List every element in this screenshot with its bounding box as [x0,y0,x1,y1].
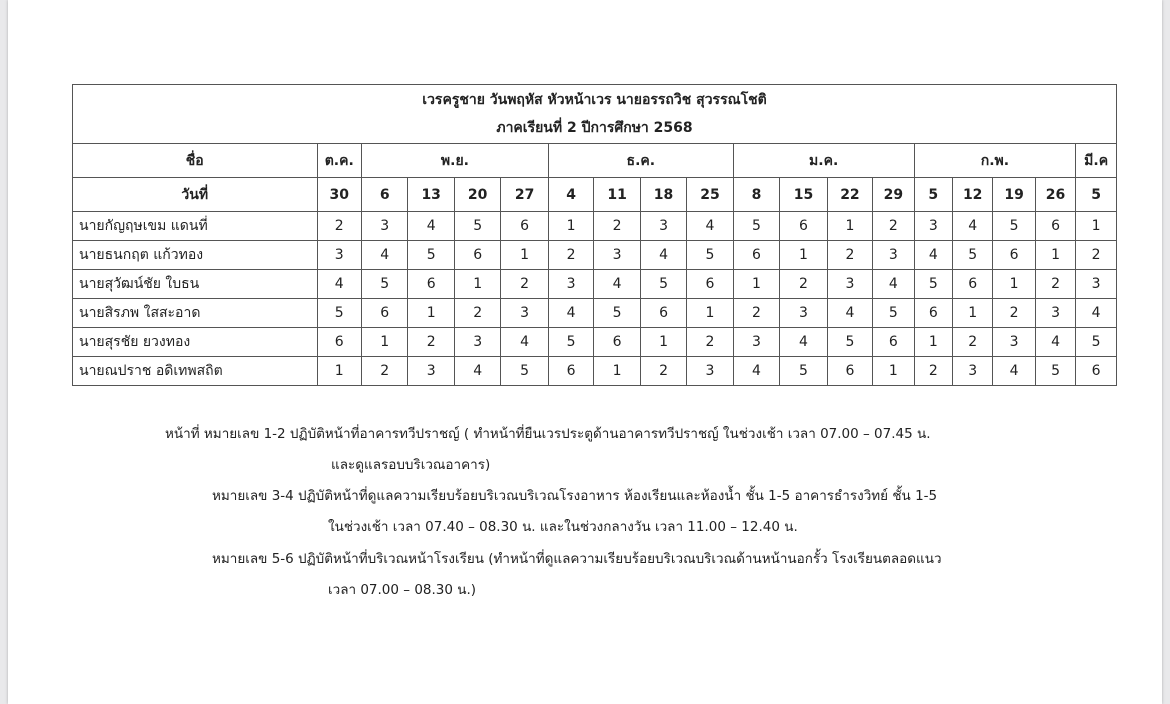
duty-number-cell: 5 [594,299,640,328]
duty-number-cell: 6 [780,212,827,241]
duty-number-cell: 5 [827,328,872,357]
teacher-name: นายธนกฤต แก้วทอง [73,241,318,270]
date-header-cell: 22 [827,178,872,212]
duty-number-cell: 1 [952,299,992,328]
month-header: ต.ค. [317,144,361,178]
date-header-cell: 19 [993,178,1035,212]
duty-number-cell: 3 [361,212,407,241]
duty-number-cell: 2 [1076,241,1117,270]
duty-number-cell: 3 [501,299,548,328]
duty-number-cell: 2 [993,299,1035,328]
duty-number-cell: 3 [993,328,1035,357]
note-line-5: หมายเลข 5-6 ปฏิบัติหน้าที่บริเวณหน้าโรงเรียน (ทำหน้าที่ดูแลความเรียบร้อยบริเวณบริเวณด้านหน้านอกรั้ว โรงเรียนตลอดแนว [212,551,942,567]
duty-number-cell: 1 [780,241,827,270]
duty-number-cell: 2 [873,212,914,241]
duty-number-cell: 1 [548,212,593,241]
note-line-4: ในช่วงเช้า เวลา 07.40 – 08.30 น. และในช่วงกลางวัน เวลา 11.00 – 12.40 น. [328,519,798,535]
date-header-cell: 6 [361,178,407,212]
duty-number-cell: 1 [317,357,361,386]
duty-number-cell: 5 [687,241,733,270]
duty-number-cell: 6 [501,212,548,241]
teacher-name: นายสิรภพ ใสสะอาด [73,299,318,328]
duty-number-cell: 6 [914,299,952,328]
duty-number-cell: 3 [827,270,872,299]
duty-number-cell: 2 [733,299,779,328]
date-header-cell: 15 [780,178,827,212]
document-page [8,0,1162,704]
duty-number-cell: 2 [914,357,952,386]
duty-number-cell: 5 [993,212,1035,241]
duty-number-cell: 2 [361,357,407,386]
duty-number-cell: 5 [408,241,454,270]
duty-number-cell: 3 [408,357,454,386]
duty-number-cell: 4 [733,357,779,386]
duty-number-cell: 6 [993,241,1035,270]
duty-number-cell: 6 [1035,212,1075,241]
note-line-6: เวลา 07.00 – 08.30 น.) [328,582,477,598]
duty-number-cell: 2 [687,328,733,357]
duty-number-cell: 5 [640,270,686,299]
duty-number-cell: 2 [1035,270,1075,299]
duty-number-cell: 1 [408,299,454,328]
duty-number-cell: 1 [827,212,872,241]
duty-number-cell: 1 [640,328,686,357]
duty-number-cell: 4 [640,241,686,270]
date-header-cell: 13 [408,178,454,212]
duty-number-cell: 1 [914,328,952,357]
title-line-2: ภาคเรียนที่ 2 ปีการศึกษา 2568 [496,120,693,136]
duty-number-cell: 5 [1076,328,1117,357]
duty-number-cell: 4 [548,299,593,328]
duty-number-cell: 3 [687,357,733,386]
date-header-cell: 26 [1035,178,1075,212]
duty-number-cell: 5 [361,270,407,299]
duty-number-cell: 5 [317,299,361,328]
duty-number-cell: 4 [1035,328,1075,357]
duty-number-cell: 5 [501,357,548,386]
teacher-name: นายกัญฤษเขม แดนที่ [73,212,318,241]
teacher-name: นายสุรชัย ยวงทอง [73,328,318,357]
date-header-cell: 29 [873,178,914,212]
note-line-1: หน้าที่ หมายเลข 1-2 ปฏิบัติหน้าที่อาคารทวีปราชญ์ ( ทำหน้าที่ยืนเวรประตูด้านอาคารทวีปราชญ์ ในช่วงเช้า เวลา 07.00 – 07.45 น. [165,426,931,442]
duty-number-cell: 2 [640,357,686,386]
duty-number-cell: 4 [687,212,733,241]
duty-number-cell: 5 [952,241,992,270]
duty-number-cell: 2 [594,212,640,241]
duty-number-cell: 6 [548,357,593,386]
duty-number-cell: 2 [548,241,593,270]
duty-number-cell: 6 [733,241,779,270]
teacher-name: นายสุวัฒน์ชัย ใบธน [73,270,318,299]
month-header: มี.ค [1076,144,1117,178]
duty-number-cell: 5 [914,270,952,299]
duty-number-cell: 4 [1076,299,1117,328]
duty-number-cell: 3 [317,241,361,270]
duty-number-cell: 5 [873,299,914,328]
duty-number-cell: 2 [454,299,500,328]
date-header-cell: 27 [501,178,548,212]
month-header: พ.ย. [361,144,548,178]
date-header-cell: 5 [914,178,952,212]
month-header: ธ.ค. [548,144,733,178]
duty-number-cell: 1 [454,270,500,299]
teacher-name: นายณปราช อดิเทพสถิต [73,357,318,386]
duty-number-cell: 6 [827,357,872,386]
duty-number-cell: 4 [501,328,548,357]
duty-number-cell: 6 [361,299,407,328]
duty-number-cell: 4 [952,212,992,241]
duty-notes [8,0,1162,704]
date-header-cell: 8 [733,178,779,212]
duty-number-cell: 4 [873,270,914,299]
title-line-1: เวรครูชาย วันพฤหัส หัวหน้าเวร นายอรรถวิช สุวรรณโชติ [422,92,767,108]
duty-number-cell: 4 [594,270,640,299]
duty-number-cell: 2 [501,270,548,299]
date-header-cell: 18 [640,178,686,212]
duty-number-cell: 2 [317,212,361,241]
duty-number-cell: 3 [548,270,593,299]
duty-number-cell: 5 [780,357,827,386]
date-header-cell: 12 [952,178,992,212]
month-header: ก.พ. [914,144,1076,178]
duty-number-cell: 4 [361,241,407,270]
duty-number-cell: 3 [873,241,914,270]
duty-number-cell: 6 [454,241,500,270]
duty-number-cell: 4 [827,299,872,328]
duty-number-cell: 6 [1076,357,1117,386]
date-header-cell: 25 [687,178,733,212]
duty-number-cell: 2 [408,328,454,357]
duty-number-cell: 2 [952,328,992,357]
duty-number-cell: 3 [640,212,686,241]
date-header-cell: 4 [548,178,593,212]
duty-number-cell: 3 [1076,270,1117,299]
duty-number-cell: 6 [408,270,454,299]
duty-number-cell: 3 [914,212,952,241]
duty-number-cell: 5 [454,212,500,241]
duty-number-cell: 4 [914,241,952,270]
duty-number-cell: 1 [501,241,548,270]
note-line-3: หมายเลข 3-4 ปฏิบัติหน้าที่ดูแลความเรียบร้อยบริเวณบริเวณโรงอาหาร ห้องเรียนและห้องน้ำ ชั้น 1-5 อาคารธำรงวิทย์ ชั้น 1-5 [212,488,938,504]
duty-number-cell: 3 [1035,299,1075,328]
duty-number-cell: 1 [687,299,733,328]
duty-number-cell: 4 [454,357,500,386]
duty-number-cell: 6 [873,328,914,357]
date-header-cell: 5 [1076,178,1117,212]
duty-number-cell: 1 [873,357,914,386]
duty-number-cell: 4 [408,212,454,241]
note-line-2: และดูแลรอบบริเวณอาคาร) [331,457,491,473]
duty-number-cell: 3 [454,328,500,357]
duty-number-cell: 1 [993,270,1035,299]
duty-number-cell: 4 [993,357,1035,386]
duty-number-cell: 3 [733,328,779,357]
duty-number-cell: 2 [780,270,827,299]
duty-number-cell: 6 [687,270,733,299]
duty-number-cell: 6 [640,299,686,328]
duty-number-cell: 5 [733,212,779,241]
header-name: ชื่อ [73,144,318,178]
duty-number-cell: 3 [952,357,992,386]
duty-number-cell: 6 [317,328,361,357]
duty-number-cell: 3 [780,299,827,328]
duty-number-cell: 2 [827,241,872,270]
duty-number-cell: 4 [780,328,827,357]
duty-number-cell: 3 [594,241,640,270]
duty-number-cell: 1 [594,357,640,386]
duty-number-cell: 5 [548,328,593,357]
duty-number-cell: 1 [733,270,779,299]
header-date: วันที่ [73,178,318,212]
duty-number-cell: 4 [317,270,361,299]
duty-number-cell: 1 [361,328,407,357]
duty-number-cell: 6 [952,270,992,299]
duty-number-cell: 1 [1076,212,1117,241]
date-header-cell: 30 [317,178,361,212]
date-header-cell: 11 [594,178,640,212]
duty-number-cell: 5 [1035,357,1075,386]
duty-number-cell: 1 [1035,241,1075,270]
date-header-cell: 20 [454,178,500,212]
duty-number-cell: 6 [594,328,640,357]
month-header: ม.ค. [733,144,914,178]
